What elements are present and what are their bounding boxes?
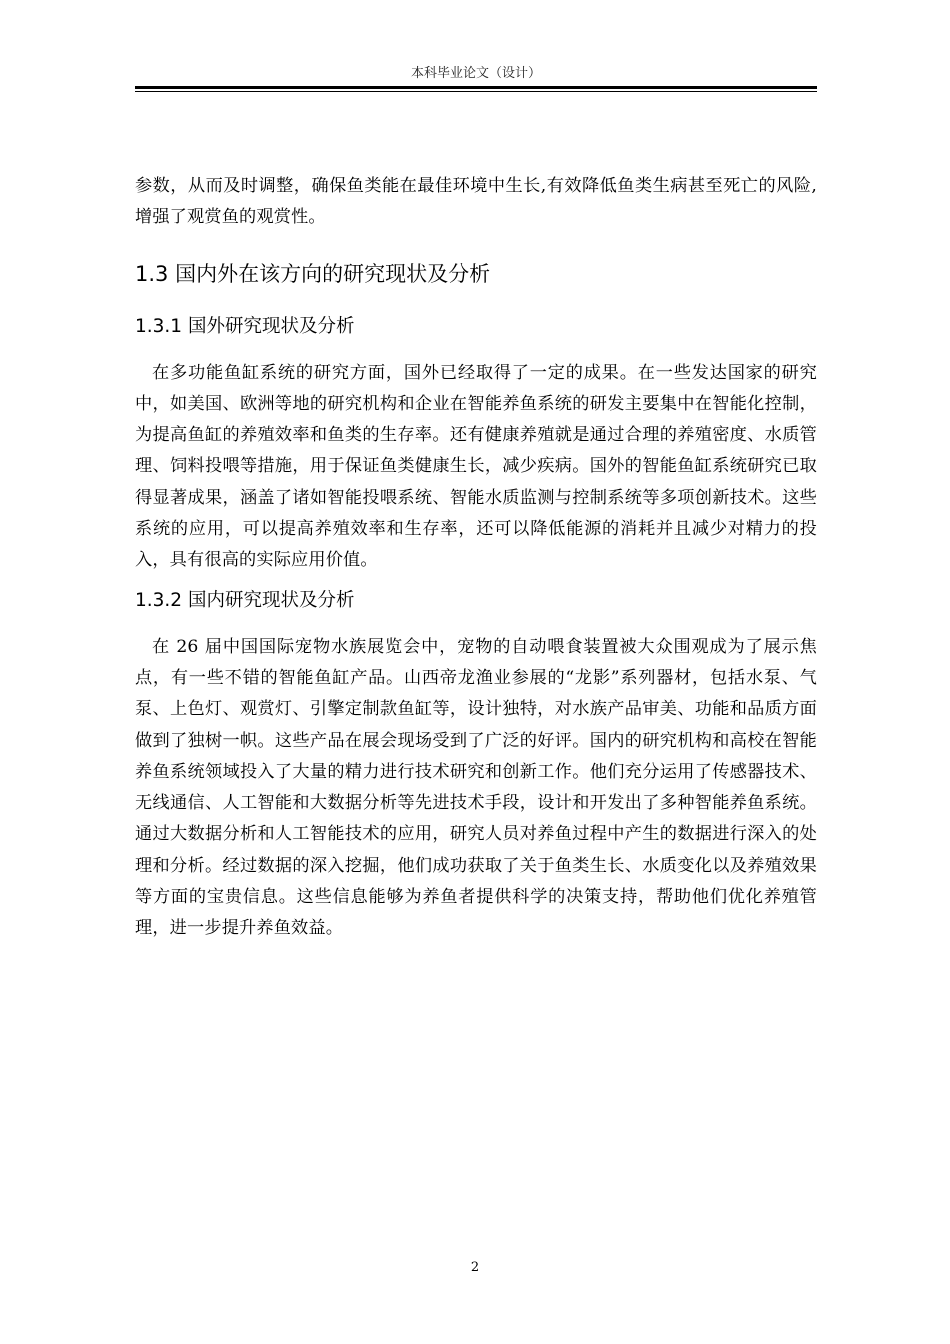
section-1-3-1-paragraph: 在多功能鱼缸系统的研究方面，国外已经取得了一定的成果。在一些发达国家的研究中，如美国、欧洲等地的研究机构和企业在智能养鱼系统的研发主要集中在智能化控制，为提高鱼缸的养殖效率和鱼类的生存率。还有健康养殖就是通过合理的养殖密度、水质管理、饲料投喂等措施，用于保证鱼类健康生长，减少疾病。国外的智能鱼缸系统研究已取得显著成果，涵盖了诸如智能投喂系统、智能水质监测与控制系统等多项创新技术。这些系统的应用，可以提高养殖效率和生存率，还可以降低能源的消耗并且减少对精力的投入，具有很高的实际应用价值。 bbox=[135, 362, 817, 571]
continued-paragraph: 参数，从而及时调整，确保鱼类能在最佳环境中生长,有效降低鱼类生病甚至死亡的风险,增强了观赏鱼的观赏性。 bbox=[135, 176, 817, 228]
section-1-3-heading: 1.3 国内外在该方向的研究现状及分析 bbox=[135, 261, 491, 286]
section-1-3-1-heading: 1.3.1 国外研究现状及分析 bbox=[135, 315, 355, 337]
page-header-title: 本科毕业论文（设计） bbox=[410, 66, 541, 81]
document-body bbox=[135, 171, 817, 945]
header-rule-thick bbox=[135, 86, 817, 89]
section-1-3-2-paragraph: 在 26 届中国国际宠物水族展览会中，宠物的自动喂食装置被大众围观成为了展示焦点，有一些不错的智能鱼缸产品。山西帝龙渔业参展的“龙影”系列器材，包括水泵、气泵、上色灯、观赏灯、引擎定制款鱼缸等，设计独特，对水族产品审美、功能和品质方面做到了独树一帜。这些产品在展会现场受到了广泛的好评。国内的研究机构和高校在智能养鱼系统领域投入了大量的精力进行技术研究和创新工作。他们充分运用了传感器技术、无线通信、人工智能和大数据分析等先进技术手段，设计和开发出了多种智能养鱼系统。通过大数据分析和人工智能技术的应用，研究人员对养鱼过程中产生的数据进行深入的处理和分析。经过数据的深入挖掘，他们成功获取了关于鱼类生长、水质变化以及养殖效果等方面的宝贵信息。这些信息能够为养鱼者提供科学的决策支持，帮助他们优化养殖管理，进一步提升养鱼效益。 bbox=[135, 636, 817, 939]
page-number: 2 bbox=[470, 1260, 480, 1275]
section-1-3-2-heading: 1.3.2 国内研究现状及分析 bbox=[135, 589, 355, 611]
header-rule-thin bbox=[135, 91, 817, 92]
